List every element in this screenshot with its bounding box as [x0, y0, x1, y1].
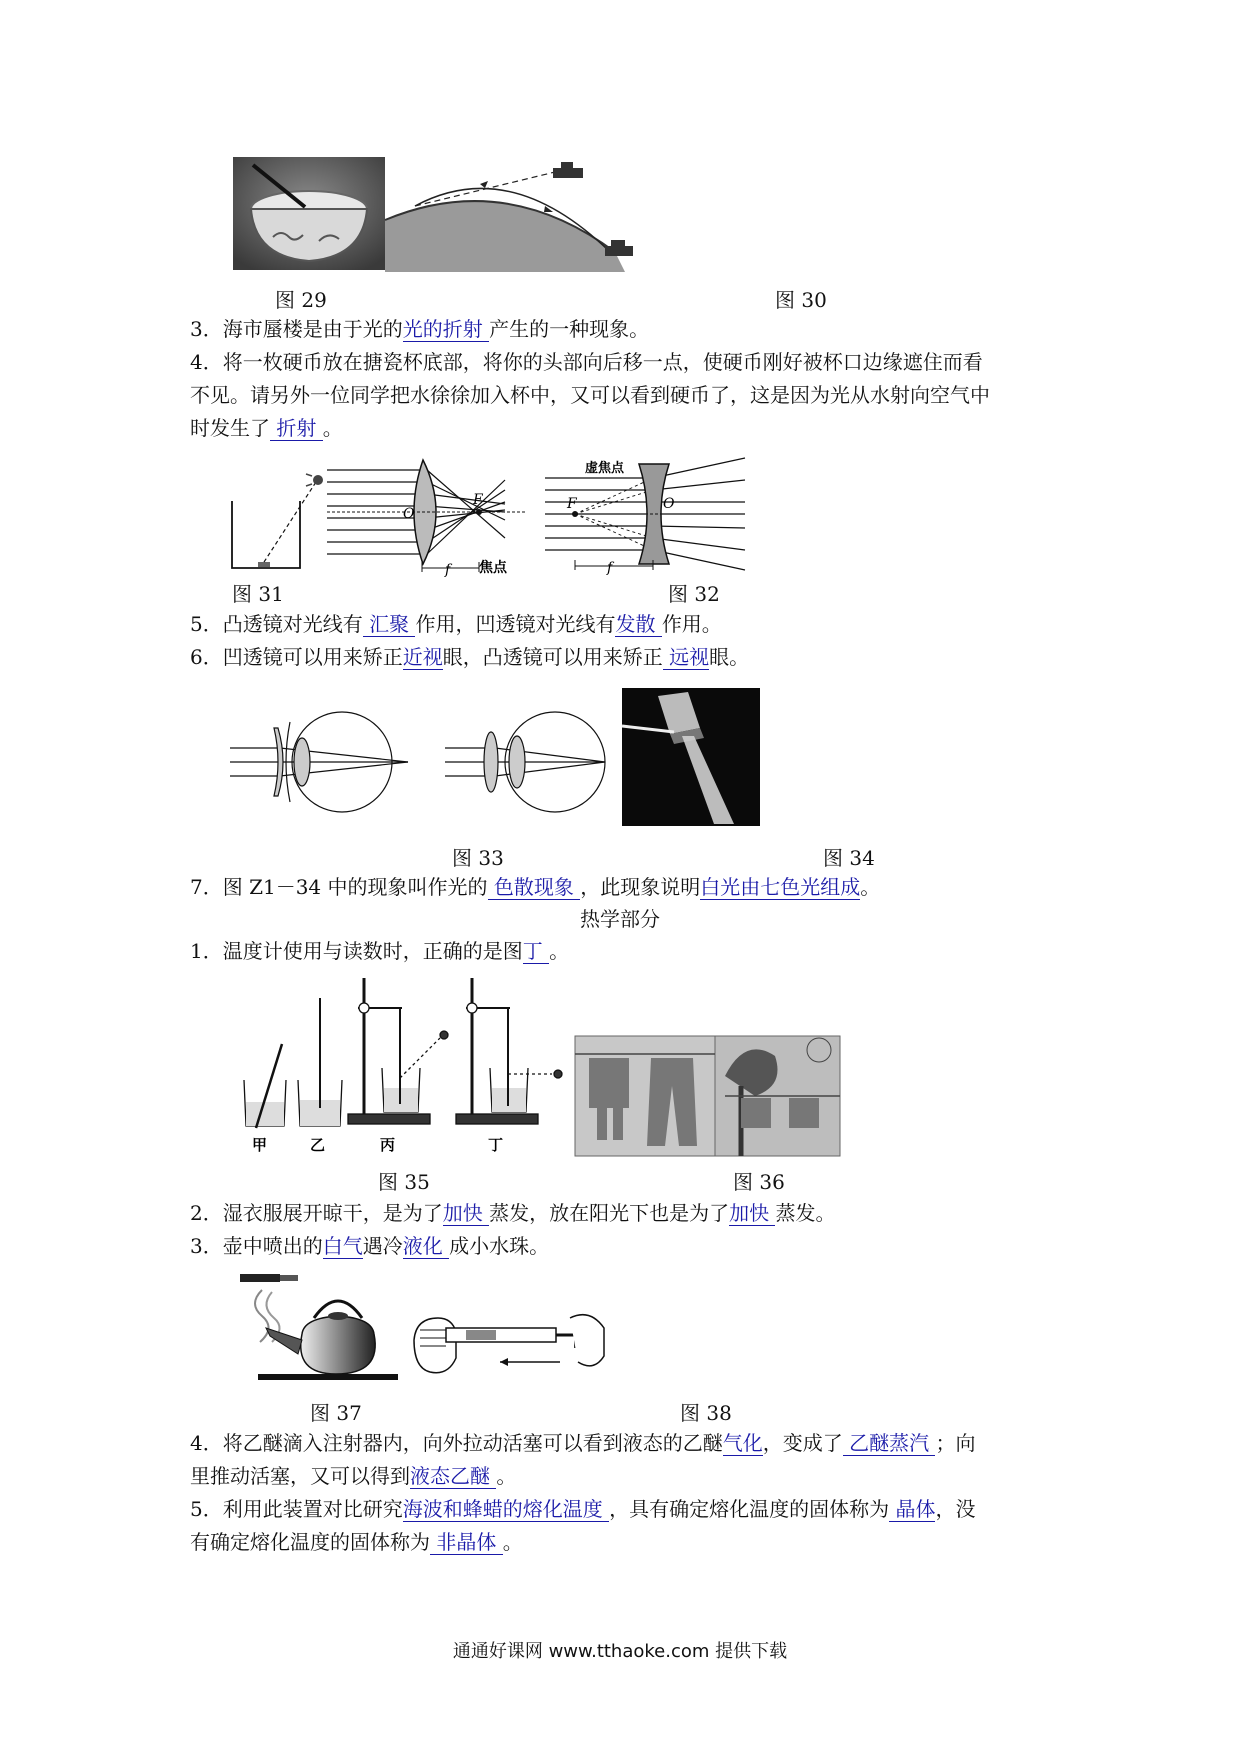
answer-blank: 丁 — [522, 939, 550, 963]
figure-32-concave-lens — [545, 458, 750, 576]
optics-q4-line1: 4．将一枚硬币放在搪瓷杯底部，将你的头部向后移一点，使硬币刚好被杯口边缘遮住而看 — [190, 350, 983, 374]
thermal-q4-line2: 里推动活塞，又可以得到液态乙醚 。 — [190, 1464, 517, 1488]
optics-q4-line2: 不见。请另外一位同学把水徐徐加入杯中，又可以看到硬币了，这是因为光从水射向空气中 — [190, 383, 990, 407]
caption-fig31: 图 31 — [232, 582, 284, 606]
optics-q6: 6．凹透镜可以用来矫正近视眼，凸透镜可以用来矫正 远视眼。 — [190, 645, 750, 669]
caption-fig30: 图 30 — [775, 288, 827, 312]
optics-q3: 3．海市蜃楼是由于光的光的折射 产生的一种现象。 — [190, 317, 650, 341]
figure-convex-lens — [327, 460, 537, 578]
answer-blank: 液态乙醚 — [410, 1464, 497, 1488]
thermal-q1: 1．温度计使用与读数时，正确的是图丁 。 — [190, 939, 570, 963]
answer-blank: 气化 — [722, 1431, 763, 1455]
figure-30-mirage-diagram — [385, 160, 655, 272]
label-focus: 焦点 — [479, 560, 507, 576]
caption-fig37: 图 37 — [310, 1401, 362, 1425]
thermal-q5-line1: 5．利用此装置对比研究海波和蜂蜡的熔化温度 ，具有确定熔化温度的固体称为 晶体，没 — [190, 1497, 976, 1521]
answer-blank: 晶体 — [889, 1497, 936, 1521]
label-focal-concave: F — [567, 496, 577, 512]
caption-fig35: 图 35 — [378, 1170, 430, 1194]
thermal-q5-line2: 有确定熔化温度的固体称为 非晶体 。 — [190, 1530, 523, 1554]
thermal-q3: 3．壶中喷出的白气遇冷液化 成小水珠。 — [190, 1234, 550, 1258]
answer-blank: 色散现象 — [487, 875, 581, 899]
label-yi: 乙 — [310, 1136, 326, 1154]
figure-38-syringe — [410, 1300, 610, 1380]
caption-fig38: 图 38 — [680, 1401, 732, 1425]
label-bing: 丙 — [380, 1136, 396, 1154]
section-heading-thermal: 热学部分 — [580, 907, 660, 931]
figure-37-kettle — [232, 1270, 402, 1382]
answer-blank: 远视 — [662, 645, 710, 669]
caption-fig34: 图 34 — [823, 846, 875, 870]
caption-fig29: 图 29 — [275, 288, 327, 312]
thermal-q2: 2．湿衣服展开晾干，是为了加快 蒸发，放在阳光下也是为了加快 蒸发。 — [190, 1201, 836, 1225]
figure-33-eye-correction — [230, 712, 625, 824]
answer-blank: 白光由七色光组成 — [700, 875, 861, 899]
answer-blank: 汇聚 — [362, 612, 416, 636]
figure-29-bowl-photo — [233, 157, 385, 270]
figure-36-drying-clothes — [575, 1036, 840, 1156]
label-o-convex: O — [403, 506, 415, 522]
figure-34-prism-photo — [622, 688, 760, 826]
answer-blank: 非晶体 — [430, 1530, 503, 1554]
answer-blank: 加快 — [729, 1201, 776, 1225]
answer-blank: 液化 — [402, 1234, 450, 1258]
answer-blank: 白气 — [322, 1234, 363, 1258]
answer-blank: 加快 — [442, 1201, 490, 1225]
label-jia: 甲 — [252, 1136, 268, 1154]
optics-q5: 5．凸透镜对光线有 汇聚 作用，凹透镜对光线有发散 作用。 — [190, 612, 722, 636]
answer-blank: 折射 — [270, 416, 323, 440]
answer-blank: 海波和蜂蜡的熔化温度 — [402, 1497, 610, 1521]
answer-blank: 发散 — [615, 612, 662, 636]
page-footer: 通通好课网 www.tthaoke.com 提供下载 — [452, 1641, 788, 1662]
answer-blank: 乙醚蒸汽 — [842, 1431, 936, 1455]
answer-blank: 近视 — [402, 645, 443, 669]
thermal-q4-line1: 4．将乙醚滴入注射器内，向外拉动活塞可以看到液态的乙醚气化，变成了 乙醚蒸汽 ；向 — [190, 1431, 976, 1455]
figure-31-coin-cup — [230, 466, 325, 571]
label-f-concave: f — [607, 560, 613, 576]
label-o-concave: O — [663, 496, 675, 512]
optics-q4-line3: 时发生了 折射 。 — [190, 416, 343, 440]
optics-q7: 7．图 Z1－34 中的现象叫作光的 色散现象 ，此现象说明白光由七色光组成。 — [190, 875, 881, 899]
label-focal-convex: F — [473, 492, 483, 508]
label-f-convex: f — [445, 562, 451, 578]
caption-fig32: 图 32 — [668, 582, 720, 606]
figure-35-thermometers — [240, 978, 570, 1153]
answer-blank: 光的折射 — [402, 317, 490, 341]
label-virtual-focus: 虚焦点 — [585, 461, 625, 476]
caption-fig36: 图 36 — [733, 1170, 785, 1194]
caption-fig33: 图 33 — [452, 846, 504, 870]
label-ding: 丁 — [488, 1136, 504, 1154]
